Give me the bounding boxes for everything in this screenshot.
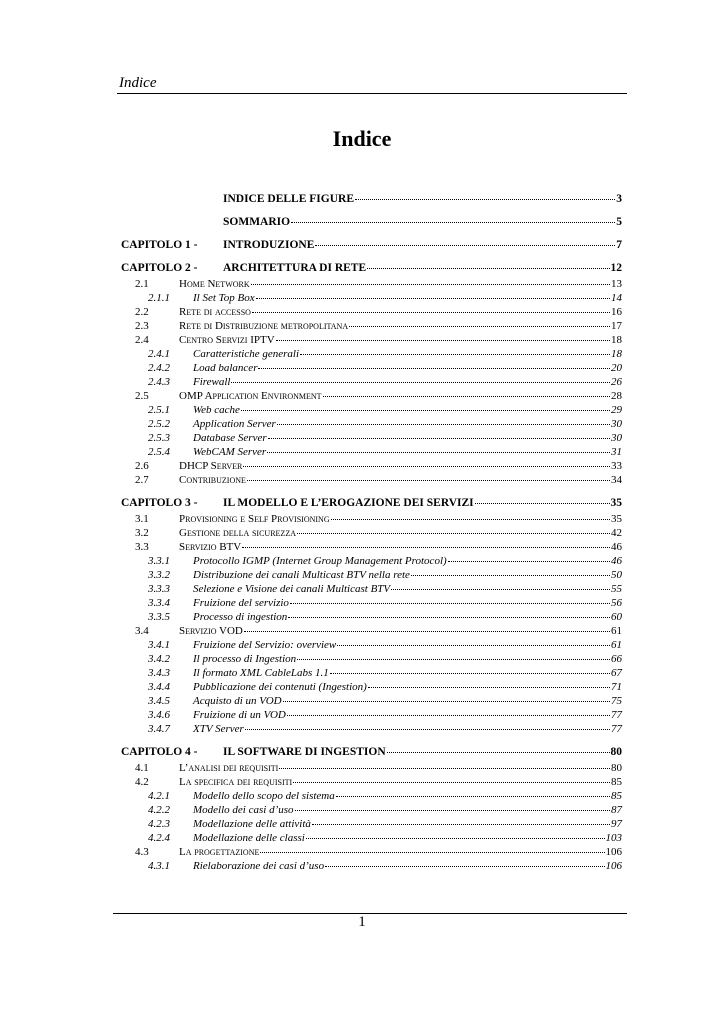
toc-leader-dots: [252, 312, 610, 313]
toc-entry-text: Provisioning e Self Provisioning: [179, 513, 330, 525]
toc-entry-text: Caratteristiche generali: [193, 348, 300, 360]
toc-entry-page: 5: [616, 216, 622, 228]
toc-entry-page: 85: [611, 790, 622, 802]
toc-entry-text: Rete di Distribuzione metropolitana: [179, 320, 349, 332]
toc-leader-dots: [448, 561, 610, 562]
toc-entry-page: 80: [610, 746, 622, 758]
toc-entry-text: Protocollo IGMP (Internet Group Management Protocol): [193, 555, 447, 567]
toc-entry-text: OMP Application Environment: [179, 390, 322, 402]
toc-entry-page: 34: [611, 474, 622, 486]
toc-entry-page: 17: [611, 320, 622, 332]
toc-entry-page: 7: [616, 239, 622, 251]
toc-entry-page: 87: [611, 804, 622, 816]
toc-entry[interactable]: [121, 681, 622, 695]
toc-leader-dots: [279, 768, 610, 769]
toc-entry[interactable]: [121, 460, 622, 474]
toc-entry-page: 33: [611, 460, 622, 472]
toc-entry-page: 14: [611, 292, 622, 304]
toc-leader-dots: [331, 519, 610, 520]
toc-leader-dots: [251, 284, 610, 285]
toc-entry-text: Fruizione del servizio: [193, 597, 289, 609]
toc-entry-text: Servizio BTV: [179, 541, 242, 553]
toc-entry-text: INDICE DELLE FIGURE: [223, 193, 354, 205]
toc-entry[interactable]: [121, 376, 622, 390]
toc-leader-dots: [337, 645, 610, 646]
toc-entry-number: 2.4: [135, 334, 149, 346]
toc-entry-page: 28: [611, 390, 622, 402]
toc-entry-page: 50: [611, 569, 622, 581]
toc-entry-text: Selezione e Visione dei canali Multicast BTV: [193, 583, 391, 595]
toc-entry[interactable]: [121, 846, 622, 860]
toc-entry-page: 20: [611, 362, 622, 374]
toc-entry-page: 103: [605, 832, 622, 844]
toc-entry-page: 26: [611, 376, 622, 388]
toc-entry-page: 46: [611, 541, 622, 553]
toc-entry-page: 106: [605, 846, 622, 858]
toc-entry-text: XTV Server: [193, 723, 244, 735]
toc-leader-dots: [277, 424, 610, 425]
toc-entry[interactable]: [121, 418, 622, 432]
toc-entry-page: 35: [611, 513, 622, 525]
toc-entry-text: Il processo di Ingestion: [193, 653, 297, 665]
toc-entry-number: 3.4.2: [148, 653, 170, 665]
toc-entry-number: 3.3: [135, 541, 149, 553]
toc-leader-dots: [295, 810, 610, 811]
toc-leader-dots: [336, 796, 610, 797]
toc-entry-number: 3.4.4: [148, 681, 170, 693]
toc-entry[interactable]: [121, 262, 622, 273]
toc-entry[interactable]: [121, 362, 622, 376]
toc-entry-number: CAPITOLO 1 -: [121, 239, 198, 251]
toc-entry-page: 30: [611, 432, 622, 444]
toc-entry[interactable]: [121, 474, 622, 488]
toc-entry-number: 4.3.1: [148, 860, 170, 872]
toc-entry-number: 2.5.2: [148, 418, 170, 430]
toc-entry-page: 60: [611, 611, 622, 623]
toc-entry-page: 35: [610, 497, 622, 509]
toc-entry[interactable]: [121, 404, 622, 418]
toc-entry-number: 3.4.7: [148, 723, 170, 735]
toc-entry[interactable]: [121, 569, 622, 583]
toc-entry-number: 2.5.3: [148, 432, 170, 444]
toc-entry-number: 2.5: [135, 390, 149, 402]
toc-entry-number: 3.2: [135, 527, 149, 539]
toc-entry[interactable]: [121, 583, 622, 597]
toc-entry-text: Load balancer: [193, 362, 258, 374]
toc-entry-text: INTRODUZIONE: [223, 239, 315, 251]
toc-entry-page: 71: [611, 681, 622, 693]
toc-entry[interactable]: [121, 292, 622, 306]
toc-leader-dots: [290, 603, 610, 604]
toc-leader-dots: [355, 199, 615, 200]
toc-entry-number: CAPITOLO 3 -: [121, 497, 198, 509]
toc-entry[interactable]: [121, 334, 622, 348]
toc-entry-page: 80: [611, 762, 622, 774]
toc-entry[interactable]: [121, 723, 622, 737]
toc-leader-dots: [330, 673, 610, 674]
toc-entry[interactable]: [121, 348, 622, 362]
toc-leader-dots: [247, 480, 610, 481]
toc-leader-dots: [242, 547, 610, 548]
toc-entry-text: Modello dello scopo del sistema: [193, 790, 335, 802]
toc-entry-page: 56: [611, 597, 622, 609]
toc-leader-dots: [325, 866, 604, 867]
toc-entry-number: 3.3.3: [148, 583, 170, 595]
toc-entry[interactable]: [121, 597, 622, 611]
toc-entry[interactable]: [121, 306, 622, 320]
toc-entry-page: 13: [611, 278, 622, 290]
toc-entry-text: IL SOFTWARE DI INGESTION: [223, 746, 386, 758]
toc-entry-number: 2.4.2: [148, 362, 170, 374]
toc-entry-page: 85: [611, 776, 622, 788]
toc-entry-page: 61: [611, 639, 622, 651]
toc-leader-dots: [293, 782, 610, 783]
toc-entry[interactable]: [121, 320, 622, 334]
header-rule: [117, 93, 627, 94]
toc-entry[interactable]: [121, 239, 622, 250]
toc-leader-dots: [288, 617, 610, 618]
toc-entry[interactable]: [121, 832, 622, 846]
toc-entry-text: L’analisi dei requisiti: [179, 762, 279, 774]
toc-entry-number: 2.6: [135, 460, 149, 472]
toc-entry-number: 3.1: [135, 513, 149, 525]
toc-entry-number: 2.1: [135, 278, 149, 290]
toc-entry-number: 4.2.3: [148, 818, 170, 830]
toc-leader-dots: [387, 752, 610, 753]
toc-entry-text: Application Server: [193, 418, 276, 430]
toc-entry-page: 30: [611, 418, 622, 430]
toc-entry-number: 4.2: [135, 776, 149, 788]
toc-entry[interactable]: [121, 527, 622, 541]
toc-entry-text: Rielaborazione dei casi d’uso: [193, 860, 325, 872]
toc-leader-dots: [323, 396, 610, 397]
toc-entry[interactable]: [121, 611, 622, 625]
toc-entry-text: La progettazione: [179, 846, 260, 858]
toc-entry-page: 31: [611, 446, 622, 458]
toc-entry-text: Pubblicazione dei contenuti (Ingestion): [193, 681, 367, 693]
toc-entry-text: Firewall: [193, 376, 231, 388]
toc-entry-number: 2.2: [135, 306, 149, 318]
toc-entry-number: 3.4.1: [148, 639, 170, 651]
toc-leader-dots: [267, 452, 610, 453]
toc-entry-page: 18: [611, 348, 622, 360]
toc-leader-dots: [291, 222, 615, 223]
toc-leader-dots: [306, 838, 605, 839]
toc-entry[interactable]: [121, 762, 622, 776]
toc-leader-dots: [243, 466, 610, 467]
toc-leader-dots: [391, 589, 610, 590]
toc-leader-dots: [349, 326, 610, 327]
toc-leader-dots: [283, 701, 610, 702]
toc-entry-text: Centro Servizi IPTV: [179, 334, 275, 346]
toc-entry[interactable]: [121, 709, 622, 723]
toc-entry-page: 75: [611, 695, 622, 707]
toc-entry-text: Web cache: [193, 404, 240, 416]
toc-entry[interactable]: [121, 790, 622, 804]
toc-entry-number: 3.4: [135, 625, 149, 637]
toc-entry-page: 77: [611, 709, 622, 721]
toc-entry[interactable]: [121, 513, 622, 527]
toc-entry[interactable]: [121, 804, 622, 818]
page-number: 1: [358, 914, 366, 930]
toc-entry-number: 2.3: [135, 320, 149, 332]
toc-entry[interactable]: [121, 555, 622, 569]
toc-entry-number: 2.5.4: [148, 446, 170, 458]
toc-entry-number: 3.3.2: [148, 569, 170, 581]
toc-entry-page: 29: [611, 404, 622, 416]
toc-entry-page: 55: [611, 583, 622, 595]
toc-entry[interactable]: [121, 818, 622, 832]
toc-entry-text: Gestione della sicurezza: [179, 527, 296, 539]
toc-entry-text: Il Set Top Box: [193, 292, 255, 304]
toc-leader-dots: [300, 354, 610, 355]
toc-entry[interactable]: [121, 432, 622, 446]
page-title: Indice: [332, 126, 392, 151]
toc-entry-page: 16: [611, 306, 622, 318]
toc-entry-number: 4.3: [135, 846, 149, 858]
toc-entry-page: 77: [611, 723, 622, 735]
toc-entry-text: Servizio VOD: [179, 625, 243, 637]
toc-leader-dots: [276, 340, 610, 341]
toc-entry-text: Modellazione delle classi: [193, 832, 305, 844]
toc-entry-text: ARCHITETTURA DI RETE: [223, 262, 367, 274]
toc-entry[interactable]: [121, 193, 622, 204]
toc-leader-dots: [268, 438, 610, 439]
toc-entry-text: Contribuzione: [179, 474, 246, 486]
toc-entry-number: CAPITOLO 2 -: [121, 262, 198, 274]
table-of-contents: [121, 188, 622, 874]
toc-entry-number: 4.2.4: [148, 832, 170, 844]
toc-entry-text: Modellazione delle attività: [193, 818, 311, 830]
toc-entry[interactable]: [121, 776, 622, 790]
toc-entry[interactable]: [121, 653, 622, 667]
toc-entry-page: 66: [611, 653, 622, 665]
toc-entry[interactable]: [121, 695, 622, 709]
toc-leader-dots: [241, 410, 610, 411]
toc-entry-text: Distribuzione dei canali Multicast BTV nella rete: [193, 569, 410, 581]
toc-entry-text: Acquisto di un VOD: [193, 695, 282, 707]
toc-entry-number: 3.3.5: [148, 611, 170, 623]
toc-entry-page: 12: [610, 262, 622, 274]
toc-leader-dots: [244, 631, 610, 632]
toc-entry-number: 3.4.5: [148, 695, 170, 707]
toc-entry-page: 97: [611, 818, 622, 830]
toc-entry-number: 4.1: [135, 762, 149, 774]
toc-entry-number: 3.4.3: [148, 667, 170, 679]
toc-entry-text: Processo di ingestion: [193, 611, 288, 623]
toc-entry-page: 67: [611, 667, 622, 679]
toc-entry-page: 61: [611, 625, 622, 637]
toc-entry-number: 3.4.6: [148, 709, 170, 721]
toc-leader-dots: [367, 268, 609, 269]
toc-leader-dots: [475, 503, 610, 504]
toc-leader-dots: [368, 687, 610, 688]
toc-leader-dots: [287, 715, 610, 716]
toc-entry-number: 2.4.1: [148, 348, 170, 360]
toc-entry[interactable]: [121, 216, 622, 227]
toc-entry-number: 2.7: [135, 474, 149, 486]
toc-entry[interactable]: [121, 625, 622, 639]
toc-leader-dots: [260, 852, 604, 853]
toc-entry-text: Fruizione del Servizio: overview: [193, 639, 337, 651]
toc-entry[interactable]: [121, 639, 622, 653]
toc-entry-number: 4.2.1: [148, 790, 170, 802]
toc-leader-dots: [315, 245, 615, 246]
toc-entry[interactable]: [121, 497, 622, 508]
toc-entry-page: 42: [611, 527, 622, 539]
toc-entry[interactable]: [121, 746, 622, 757]
toc-entry[interactable]: [121, 446, 622, 460]
toc-entry-page: 18: [611, 334, 622, 346]
toc-entry-page: 46: [611, 555, 622, 567]
toc-entry-number: 2.5.1: [148, 404, 170, 416]
toc-entry-number: 3.3.1: [148, 555, 170, 567]
toc-entry[interactable]: [121, 278, 622, 292]
toc-entry[interactable]: [121, 390, 622, 404]
toc-entry-text: Fruizione di un VOD: [193, 709, 286, 721]
toc-leader-dots: [312, 824, 610, 825]
toc-leader-dots: [411, 575, 610, 576]
toc-entry-number: CAPITOLO 4 -: [121, 746, 198, 758]
toc-leader-dots: [297, 659, 610, 660]
toc-entry-text: SOMMARIO: [223, 216, 291, 228]
toc-entry[interactable]: [121, 667, 622, 681]
toc-entry-text: WebCAM Server: [193, 446, 267, 458]
toc-entry-text: Il formato XML CableLabs 1.1: [193, 667, 329, 679]
toc-entry-text: IL MODELLO E L’EROGAZIONE DEI SERVIZI: [223, 497, 474, 509]
running-header: Indice: [119, 75, 157, 91]
toc-leader-dots: [297, 533, 610, 534]
toc-entry-text: Rete di accesso: [179, 306, 251, 318]
toc-entry-text: Modello dei casi d’uso: [193, 804, 294, 816]
toc-entry-page: 3: [616, 193, 622, 205]
toc-entry-number: 4.2.2: [148, 804, 170, 816]
toc-entry-text: Home Network: [179, 278, 250, 290]
toc-entry-text: DHCP Server: [179, 460, 243, 472]
toc-leader-dots: [256, 298, 610, 299]
toc-leader-dots: [245, 729, 610, 730]
toc-entry-text: La specifica dei requisiti: [179, 776, 293, 788]
toc-entry[interactable]: [121, 541, 622, 555]
toc-entry-page: 106: [605, 860, 622, 872]
toc-leader-dots: [258, 368, 610, 369]
toc-entry-number: 2.1.1: [148, 292, 170, 304]
toc-entry-text: Database Server: [193, 432, 267, 444]
toc-entry-number: 2.4.3: [148, 376, 170, 388]
toc-entry[interactable]: [121, 860, 622, 874]
toc-leader-dots: [231, 382, 610, 383]
toc-entry-number: 3.3.4: [148, 597, 170, 609]
